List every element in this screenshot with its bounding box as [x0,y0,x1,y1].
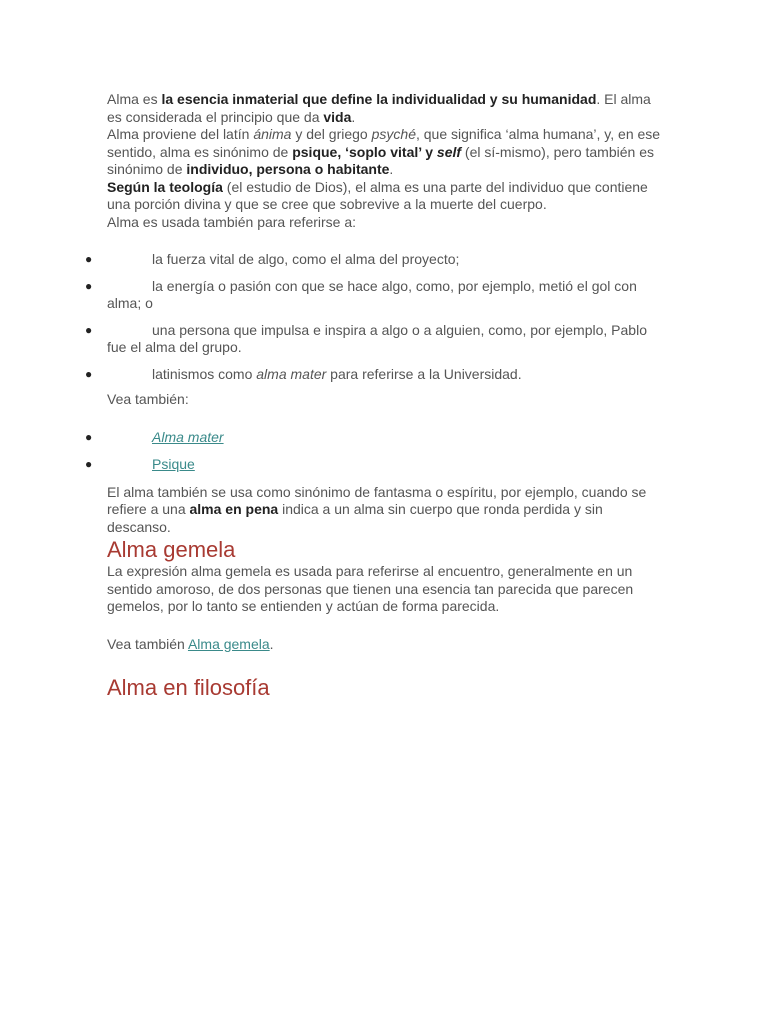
bullet-icon: ● [85,278,93,293]
intro-paragraph-4: Alma es usada también para referirse a: [107,213,357,230]
bullet-icon: ● [85,429,93,444]
see-also-list [85,428,667,474]
uses-list [85,251,667,383]
link-psique[interactable]: Psique [152,456,195,472]
bullet-icon: ● [85,457,93,471]
bullet-icon: ● [85,252,93,266]
heading-alma-gemela: Alma gemela [107,537,236,562]
list-item: ● la energía o pasión con que se hace algo, como, por ejemplo, metió el gol con alma; o [85,277,637,311]
list-item: ● la fuerza vital de algo, como el alma del proyecto; [85,251,460,267]
list-item [85,456,667,474]
gemela-paragraph: La expresión alma gemela es usada para referirse al encuentro, generalmente en un sentido amoroso, de dos personas que tienen una esencia tan parecida que parecen gemelos, por lo tanto se entienden y actúan de forma parecida. [107,563,634,614]
see-also-label: Vea también: [107,391,189,407]
list-item [85,428,667,447]
ghost-paragraph: El alma también se usa como sinónimo de fantasma o espíritu, por ejemplo, cuando se refiere a una alma en pena indica a un alma sin cuerpo que ronda perdida y sin descanso. [107,483,647,535]
intro-paragraph-2: Alma proviene del latín ánima y del griego psyché, que significa ‘alma humana’, y, en ese sentido, alma es sinónimo de psique, ‘soplo vital’ y self (el sí-mismo), pero también es sinónimo de individuo, persona o habitante. [107,126,661,177]
link-alma-mater[interactable]: Alma mater [152,428,224,445]
bullet-icon: ● [85,366,93,381]
intro-paragraph-1: Alma es la esencia inmaterial que define la individualidad y su humanidad. El alma es considerada el principio que da vida. [107,91,651,125]
list-item: ● latinismos como alma mater para referirse a la Universidad. [85,365,522,382]
heading-alma-en-filosofia: Alma en filosofía [107,675,270,700]
link-alma-gemela[interactable]: Alma gemela [187,635,270,652]
gemela-see-also: Vea también Alma gemela. [107,635,274,652]
list-item: ● una persona que impulsa e inspira a algo o a alguien, como, por ejemplo, Pablo fue el alma del grupo. [85,321,647,355]
intro-paragraph-3: Según la teología (el estudio de Dios), el alma es una parte del individuo que contiene una porción divina y que se cree que sobrevive a la muerte del cuerpo. [107,178,648,212]
document-body [85,91,667,701]
bullet-icon: ● [85,322,93,337]
